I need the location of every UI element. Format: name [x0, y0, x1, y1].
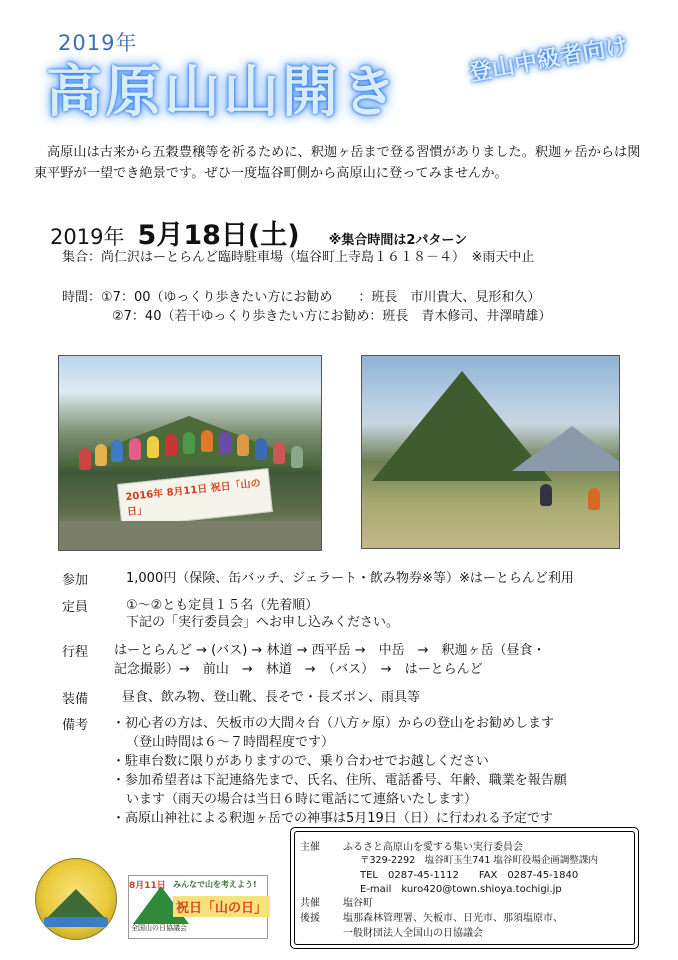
badge-slogan: みんなで山を考えよう! — [173, 880, 257, 889]
notes-label: 備考 — [62, 718, 89, 733]
date-day: 5月18日(土) — [137, 220, 300, 251]
fee-text: 1,000円（保険、缶バッチ、ジェラート・飲み物券※等）※はーとらんど利用 — [126, 571, 574, 586]
mountain-photo — [361, 355, 620, 549]
event-year: 2019年 — [58, 31, 138, 55]
page-title: 高原山山開き — [46, 60, 400, 125]
host-email: E-mail kuro420@town.shioya.tochigi.jp — [360, 884, 562, 895]
intro-text: 高原山は古来から五穀豊穣等を祈るために、釈迦ヶ岳まで登る習慣がありました。釈迦ヶ岳からは関東平野が一望でき絶景です。ぜひ一度塩谷町側から高原山に登ってみませんか。 — [34, 145, 641, 181]
support-label: 後援 — [300, 913, 320, 924]
badge-org: 全国山の日協議会 — [131, 924, 187, 932]
note-2: ・駐車台数に限りがありますので、乗り合わせでお越しください — [112, 754, 489, 769]
host-name: ふるさと高原山を愛する集い実行委員会 — [343, 842, 523, 853]
note-1b: （登山時間は６～７時間程度です） — [126, 735, 335, 750]
badge-date: 8月11日 — [129, 881, 166, 891]
date-year: 2019年 — [50, 225, 125, 249]
support-line-2: 一般財団法人全国山の日協議会 — [343, 928, 483, 939]
date-note: ※集合時間は2パターン — [328, 233, 468, 248]
gear-label: 装備 — [62, 692, 89, 707]
support-line-1: 塩那森林管理署、矢板市、日光市、那須塩原市、 — [343, 913, 563, 924]
host-label: 主催 — [300, 842, 320, 853]
cohost-label: 共催 — [300, 898, 320, 909]
route-line-1: はーとらんど → (バス) → 林道 → 西平岳 → 中岳 → 釈迦ヶ岳（昼食・ — [114, 643, 546, 658]
meeting-place: 集合：尚仁沢はーとらんど臨時駐車場（塩谷町上寺島１６１８－４） ※雨天中止 — [62, 250, 535, 265]
route-line-2: 記念撮影）→ 前山 → 林道 → （バス） → はーとらんど — [114, 662, 483, 677]
note-3b: います（雨天の場合は当日６時に電話にて連絡いたします） — [126, 792, 478, 807]
note-3: ・参加希望者は下記連絡先まで、氏名、住所、電話番号、年齢、職業を報告願 — [112, 773, 567, 788]
cohost-name: 塩谷町 — [343, 898, 373, 909]
badge-holiday: 祝日「山の日」 — [173, 896, 270, 917]
time-label: 時間： — [62, 290, 102, 305]
host-tel: TEL 0287-45-1112 FAX 0287-45-1840 — [360, 870, 579, 881]
yama-no-hi-logo — [128, 875, 268, 939]
capacity-note: 下記の「実行委員会」へお申し込みください。 — [126, 615, 400, 630]
capacity-label: 定員 — [62, 600, 89, 615]
host-address: 〒329-2292 塩谷町玉生741 塩谷町役場企画調整課内 — [360, 855, 598, 866]
photo-banner-text: 2016年 8月11日 祝日「山の日」 — [125, 478, 262, 519]
takahara-logo — [35, 858, 117, 940]
time-1: ①7：00（ゆっくり歩きたい方にお勧め ：班長 市川貴大、見形和久） — [101, 290, 541, 305]
level-tag: 登山中級者向け — [467, 32, 631, 87]
gear-text: 昼食、飲み物、登山靴、長そで・長ズボン、雨具等 — [122, 690, 420, 705]
note-4: ・高原山神社による釈迦ヶ岳での神事は5月19日（日）に行われる予定です — [112, 811, 553, 826]
photo-banner — [117, 468, 273, 528]
note-1: ・初心者の方は、矢板市の大間々台（八方ヶ原）からの登山をお勧めします — [112, 716, 555, 731]
time-2: ②7：40（若干ゆっくり歩きたい方にお勧め：班長 青木修司、井澤晴雄） — [112, 309, 552, 324]
group-photo — [58, 355, 322, 551]
route-label: 行程 — [62, 645, 89, 660]
time-row-1 — [62, 286, 540, 305]
capacity-text: ①～②とも定員１５名（先着順） — [126, 598, 319, 613]
fee-label: 参加 — [62, 573, 89, 588]
